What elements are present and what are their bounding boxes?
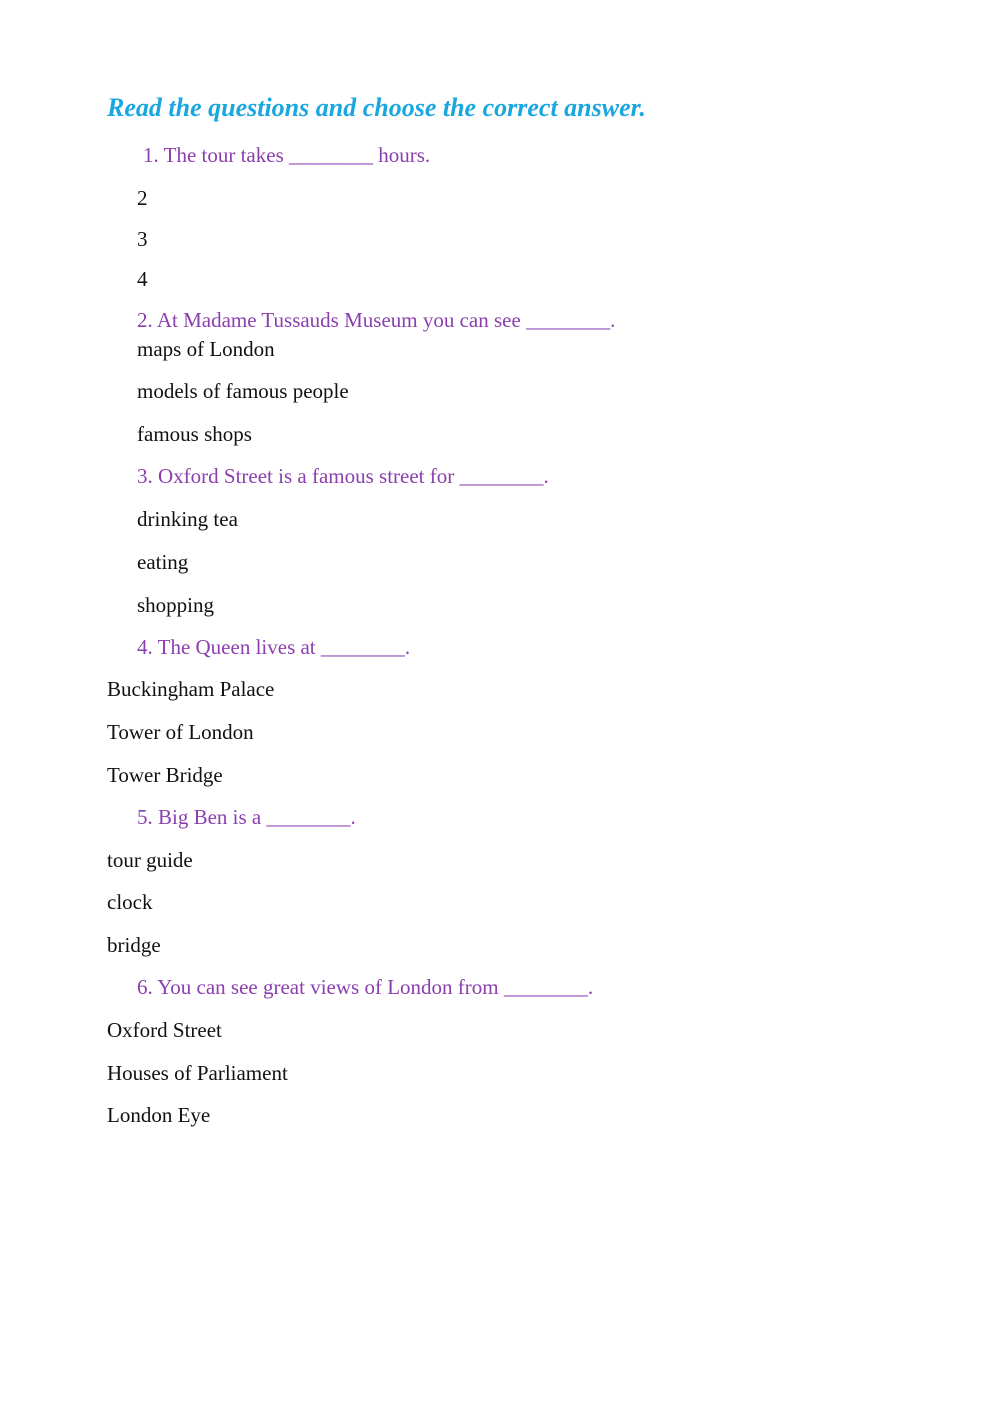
q1-option-1[interactable]: 2: [137, 186, 148, 210]
q5-option-1[interactable]: tour guide: [107, 848, 193, 872]
question-5: 5. Big Ben is a ________.: [137, 805, 356, 829]
question-4: 4. The Queen lives at ________.: [137, 635, 411, 659]
q3-option-2[interactable]: eating: [137, 550, 189, 574]
q6-option-2[interactable]: Houses of Parliament: [107, 1061, 288, 1085]
q4-option-1[interactable]: Buckingham Palace: [107, 677, 275, 701]
q2-option-3[interactable]: famous shops: [137, 422, 252, 446]
q5-option-3[interactable]: bridge: [107, 933, 161, 957]
q3-option-3[interactable]: shopping: [137, 593, 215, 617]
q4-option-2[interactable]: Tower of London: [107, 720, 254, 744]
q2-option-1[interactable]: maps of London: [137, 337, 275, 361]
q1-option-2[interactable]: 3: [137, 227, 148, 251]
question-1: 1. The tour takes ________ hours.: [143, 143, 431, 167]
q1-option-3[interactable]: 4: [137, 267, 148, 291]
q6-option-3[interactable]: London Eye: [107, 1103, 211, 1127]
question-6: 6. You can see great views of London from ________.: [137, 975, 594, 999]
q3-option-1[interactable]: drinking tea: [137, 507, 238, 531]
q4-option-3[interactable]: Tower Bridge: [107, 763, 223, 787]
q5-option-2[interactable]: clock: [107, 890, 153, 914]
q2-option-2[interactable]: models of famous people: [137, 379, 349, 403]
instruction-heading: Read the questions and choose the correct answer.: [107, 93, 646, 122]
question-3: 3. Oxford Street is a famous street for ________.: [137, 464, 549, 488]
question-2: 2. At Madame Tussauds Museum you can see ________.: [137, 308, 616, 332]
q6-option-1[interactable]: Oxford Street: [107, 1018, 222, 1042]
